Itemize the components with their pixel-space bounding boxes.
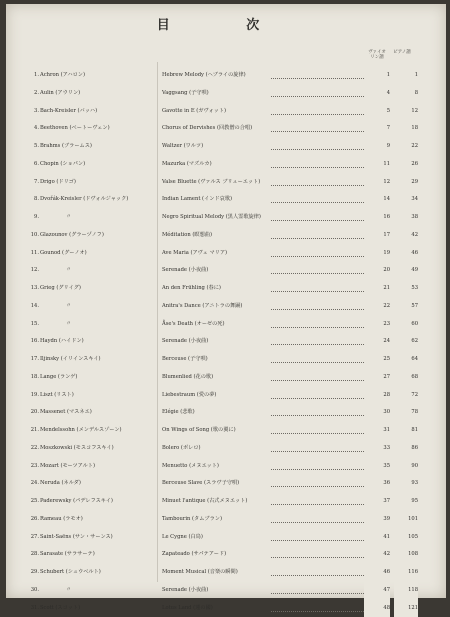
piece-title: Serenade (小夜曲) xyxy=(162,333,208,351)
violin-page-number: 11 xyxy=(364,156,390,174)
piece-title: Berceuse (子守唄) xyxy=(162,351,208,369)
toc-row xyxy=(6,564,446,582)
entry-number: 18. xyxy=(19,369,39,387)
piano-page-number: 49 xyxy=(394,262,418,280)
violin-page-number: 24 xyxy=(364,333,390,351)
piano-page-number: 95 xyxy=(394,493,418,511)
piano-page-number: 105 xyxy=(394,529,418,547)
toc-row xyxy=(6,369,446,387)
composer-name: Aulin (アウリン) xyxy=(40,85,80,103)
piece-title: Mazurka (マズルカ) xyxy=(162,156,212,174)
piece-title: Waltzer (ワルツ) xyxy=(162,138,203,156)
composer-name: Lange (ランゲ) xyxy=(40,369,77,387)
composer-name: 〃 xyxy=(66,209,71,227)
piano-page-number: 90 xyxy=(394,458,418,476)
toc-row xyxy=(6,458,446,476)
piece-title: Moment Musical (音楽の瞬間) xyxy=(162,564,238,582)
piece-title: Lotus Land (蓮の國) xyxy=(162,600,213,617)
composer-name: Brahms (ブラームス) xyxy=(40,138,92,156)
piano-page-number: 101 xyxy=(394,511,418,529)
piece-title: Liebestraum (愛の夢) xyxy=(162,387,216,405)
piano-page-number: 86 xyxy=(394,440,418,458)
violin-page-number: 39 xyxy=(364,511,390,529)
entry-number: 20. xyxy=(19,404,39,422)
entry-number: 19. xyxy=(19,387,39,405)
violin-page-number: 31 xyxy=(364,422,390,440)
piece-title: Vaggsang (子守唄) xyxy=(162,85,209,103)
piano-page-number: 72 xyxy=(394,387,418,405)
composer-name: Mozart (モーツアルト) xyxy=(40,458,95,476)
violin-page-number: 25 xyxy=(364,351,390,369)
piano-page-number: 78 xyxy=(394,404,418,422)
piece-title: Hebrew Melody (ヘブライの旋律) xyxy=(162,67,246,85)
piano-page-number: 29 xyxy=(394,174,418,192)
entry-number: 30. xyxy=(19,582,39,600)
composer-name: Dvořák-Kreisler (ドヴォルジャック) xyxy=(40,191,128,209)
piano-page-number: 34 xyxy=(394,191,418,209)
violin-page-number: 27 xyxy=(364,369,390,387)
toc-row xyxy=(6,316,446,334)
page-title: 目 次 xyxy=(6,14,446,33)
piece-title: Méditation (瞑想曲) xyxy=(162,227,212,245)
toc-row xyxy=(6,298,446,316)
piece-title: Gavotte in E (ガヴォット) xyxy=(162,103,226,121)
piano-page-number: 118 xyxy=(394,582,418,600)
entry-number: 2. xyxy=(19,85,39,103)
entry-number: 7. xyxy=(19,174,39,192)
toc-row xyxy=(6,404,446,422)
composer-name: Bach-Kreisler (バッハ) xyxy=(40,103,97,121)
piano-page-number: 81 xyxy=(394,422,418,440)
toc-row xyxy=(6,582,446,600)
piano-page-number: 93 xyxy=(394,475,418,493)
toc-row xyxy=(6,156,446,174)
toc-row xyxy=(6,191,446,209)
piece-title: Serenade (小夜曲) xyxy=(162,262,208,280)
violin-page-number: 37 xyxy=(364,493,390,511)
piano-page-number: 116 xyxy=(394,564,418,582)
toc-row xyxy=(6,138,446,156)
violin-page-number: 35 xyxy=(364,458,390,476)
piece-title: On Wings of Song (歌の翼に) xyxy=(162,422,236,440)
toc-row xyxy=(6,245,446,263)
column-header-piano: ピアノ譜 xyxy=(391,50,413,55)
violin-page-number: 19 xyxy=(364,245,390,263)
piece-title: Negro Spiritual Melody (黒人霊歌旋律) xyxy=(162,209,261,227)
composer-name: Neruda (ネルダ) xyxy=(40,475,81,493)
violin-page-number: 48 xyxy=(364,600,390,617)
violin-page-number: 23 xyxy=(364,316,390,334)
composer-name: 〃 xyxy=(66,262,71,280)
entry-number: 24. xyxy=(19,475,39,493)
violin-page-number: 1 xyxy=(364,67,390,85)
entry-number: 21. xyxy=(19,422,39,440)
composer-name: Paderewsky (パデレフスキイ) xyxy=(40,493,113,511)
toc-row xyxy=(6,511,446,529)
entry-number: 26. xyxy=(19,511,39,529)
composer-name: Glazounov (グラーヅノフ) xyxy=(40,227,104,245)
composer-name: Rameau (ラモオ) xyxy=(40,511,83,529)
toc-row xyxy=(6,262,446,280)
toc-row xyxy=(6,529,446,547)
composer-name: Sarasate (サラサーテ) xyxy=(40,546,95,564)
composer-name: Liszt (リスト) xyxy=(40,387,74,405)
composer-name: Scott (スコット) xyxy=(40,600,80,617)
entry-number: 15. xyxy=(19,316,39,334)
violin-page-number: 16 xyxy=(364,209,390,227)
entry-number: 11. xyxy=(19,245,39,263)
piece-title: Zapateado (サパテアード) xyxy=(162,546,226,564)
composer-name: Chopin (ショパン) xyxy=(40,156,85,174)
piece-title: Chorus of Dervishes (回教僧の合唱) xyxy=(162,120,252,138)
violin-page-number: 42 xyxy=(364,546,390,564)
entry-number: 22. xyxy=(19,440,39,458)
entry-number: 27. xyxy=(19,529,39,547)
entry-number: 5. xyxy=(19,138,39,156)
toc-row xyxy=(6,280,446,298)
piano-page-number: 60 xyxy=(394,316,418,334)
entry-number: 13. xyxy=(19,280,39,298)
piece-title: Le Cygne (白鳥) xyxy=(162,529,203,547)
piece-title: Åse's Death (オーゼの死) xyxy=(162,316,225,334)
piano-page-number: 64 xyxy=(394,351,418,369)
book-page xyxy=(6,4,446,598)
composer-name: Drigo (ドリゴ) xyxy=(40,174,76,192)
composer-name: Achron (アハロン) xyxy=(40,67,85,85)
piece-title: Minuet l'antique (古式メヌエット) xyxy=(162,493,247,511)
piano-page-number: 108 xyxy=(394,546,418,564)
violin-page-number: 46 xyxy=(364,564,390,582)
entry-number: 8. xyxy=(19,191,39,209)
violin-page-number: 14 xyxy=(364,191,390,209)
piano-page-number: 46 xyxy=(394,245,418,263)
piece-title: Valse Bluette (ヴァルス ブリューエット) xyxy=(162,174,260,192)
violin-page-number: 30 xyxy=(364,404,390,422)
composer-name: Gounod (グーノオ) xyxy=(40,245,87,263)
composer-name: Saint-Saëns (サン・サーンス) xyxy=(40,529,113,547)
violin-page-number: 28 xyxy=(364,387,390,405)
composer-name: Moszkowski (モスコフスキイ) xyxy=(40,440,114,458)
piece-title: Elégie (悲歌) xyxy=(162,404,195,422)
toc-row xyxy=(6,546,446,564)
violin-page-number: 4 xyxy=(364,85,390,103)
composer-name: 〃 xyxy=(66,316,71,334)
column-header-violin: ヴァイオリン譜 xyxy=(366,50,388,60)
piano-page-number: 42 xyxy=(394,227,418,245)
entry-number: 12. xyxy=(19,262,39,280)
entry-number: 25. xyxy=(19,493,39,511)
toc-row xyxy=(6,600,446,617)
composer-name: Iljinsky (イリインスキイ) xyxy=(40,351,101,369)
toc-row xyxy=(6,174,446,192)
piano-page-number: 18 xyxy=(394,120,418,138)
toc-row xyxy=(6,209,446,227)
piece-title: Menuetto (メヌエット) xyxy=(162,458,219,476)
composer-name: Schubert (シュウベルト) xyxy=(40,564,101,582)
composer-name: Beethoven (ベートーヴェン) xyxy=(40,120,110,138)
entry-number: 29. xyxy=(19,564,39,582)
toc-row xyxy=(6,493,446,511)
composer-name: Grieg (グリイグ) xyxy=(40,280,81,298)
violin-page-number: 12 xyxy=(364,174,390,192)
toc-row xyxy=(6,120,446,138)
piece-title: Blumenlied (花の歌) xyxy=(162,369,213,387)
violin-page-number: 33 xyxy=(364,440,390,458)
composer-name: 〃 xyxy=(66,582,71,600)
composer-name: Massenet (マスネエ) xyxy=(40,404,92,422)
entry-number: 6. xyxy=(19,156,39,174)
violin-page-number: 7 xyxy=(364,120,390,138)
entry-number: 4. xyxy=(19,120,39,138)
piece-title: Indian Lament (インド哀歌) xyxy=(162,191,232,209)
violin-page-number: 47 xyxy=(364,582,390,600)
piano-page-number: 62 xyxy=(394,333,418,351)
violin-page-number: 9 xyxy=(364,138,390,156)
piano-page-number: 8 xyxy=(394,85,418,103)
entry-number: 23. xyxy=(19,458,39,476)
toc-row xyxy=(6,333,446,351)
piece-title: Ave Maria (アヴェ マリア) xyxy=(162,245,227,263)
toc-row xyxy=(6,227,446,245)
violin-page-number: 17 xyxy=(364,227,390,245)
violin-page-number: 21 xyxy=(364,280,390,298)
entry-number: 1. xyxy=(19,67,39,85)
violin-page-number: 36 xyxy=(364,475,390,493)
entry-number: 3. xyxy=(19,103,39,121)
entry-number: 31. xyxy=(19,600,39,617)
piano-page-number: 38 xyxy=(394,209,418,227)
piano-page-number: 26 xyxy=(394,156,418,174)
violin-page-number: 41 xyxy=(364,529,390,547)
piano-page-number: 22 xyxy=(394,138,418,156)
piece-title: Berceuse Slave (スラヴ子守唄) xyxy=(162,475,239,493)
composer-name: 〃 xyxy=(66,298,71,316)
piano-page-number: 68 xyxy=(394,369,418,387)
toc-row xyxy=(6,422,446,440)
entry-number: 17. xyxy=(19,351,39,369)
toc-row xyxy=(6,351,446,369)
entry-number: 9. xyxy=(19,209,39,227)
violin-page-number: 22 xyxy=(364,298,390,316)
piece-title: Bolero (ボレロ) xyxy=(162,440,201,458)
entry-number: 16. xyxy=(19,333,39,351)
composer-name: Haydn (ハイドン) xyxy=(40,333,84,351)
toc-row xyxy=(6,85,446,103)
entry-number: 14. xyxy=(19,298,39,316)
entry-number: 10. xyxy=(19,227,39,245)
toc-row xyxy=(6,103,446,121)
piece-title: Serenade (小夜曲) xyxy=(162,582,208,600)
toc-row xyxy=(6,440,446,458)
toc-row xyxy=(6,475,446,493)
toc-row xyxy=(6,67,446,85)
violin-page-number: 5 xyxy=(364,103,390,121)
toc-row xyxy=(6,387,446,405)
table-of-contents xyxy=(6,67,446,617)
violin-page-number: 20 xyxy=(364,262,390,280)
piece-title: An den Frühling (春に) xyxy=(162,280,221,298)
composer-name: Mendelssohn (メンデルスゾーン) xyxy=(40,422,122,440)
piece-title: Tambourin (タムブラン) xyxy=(162,511,222,529)
piano-page-number: 1 xyxy=(394,67,418,85)
piece-title: Anitra's Dance (アニトラの舞踊) xyxy=(162,298,242,316)
piano-page-number: 53 xyxy=(394,280,418,298)
piano-page-number: 57 xyxy=(394,298,418,316)
piano-page-number: 12 xyxy=(394,103,418,121)
piano-page-number: 121 xyxy=(394,600,418,617)
entry-number: 28. xyxy=(19,546,39,564)
